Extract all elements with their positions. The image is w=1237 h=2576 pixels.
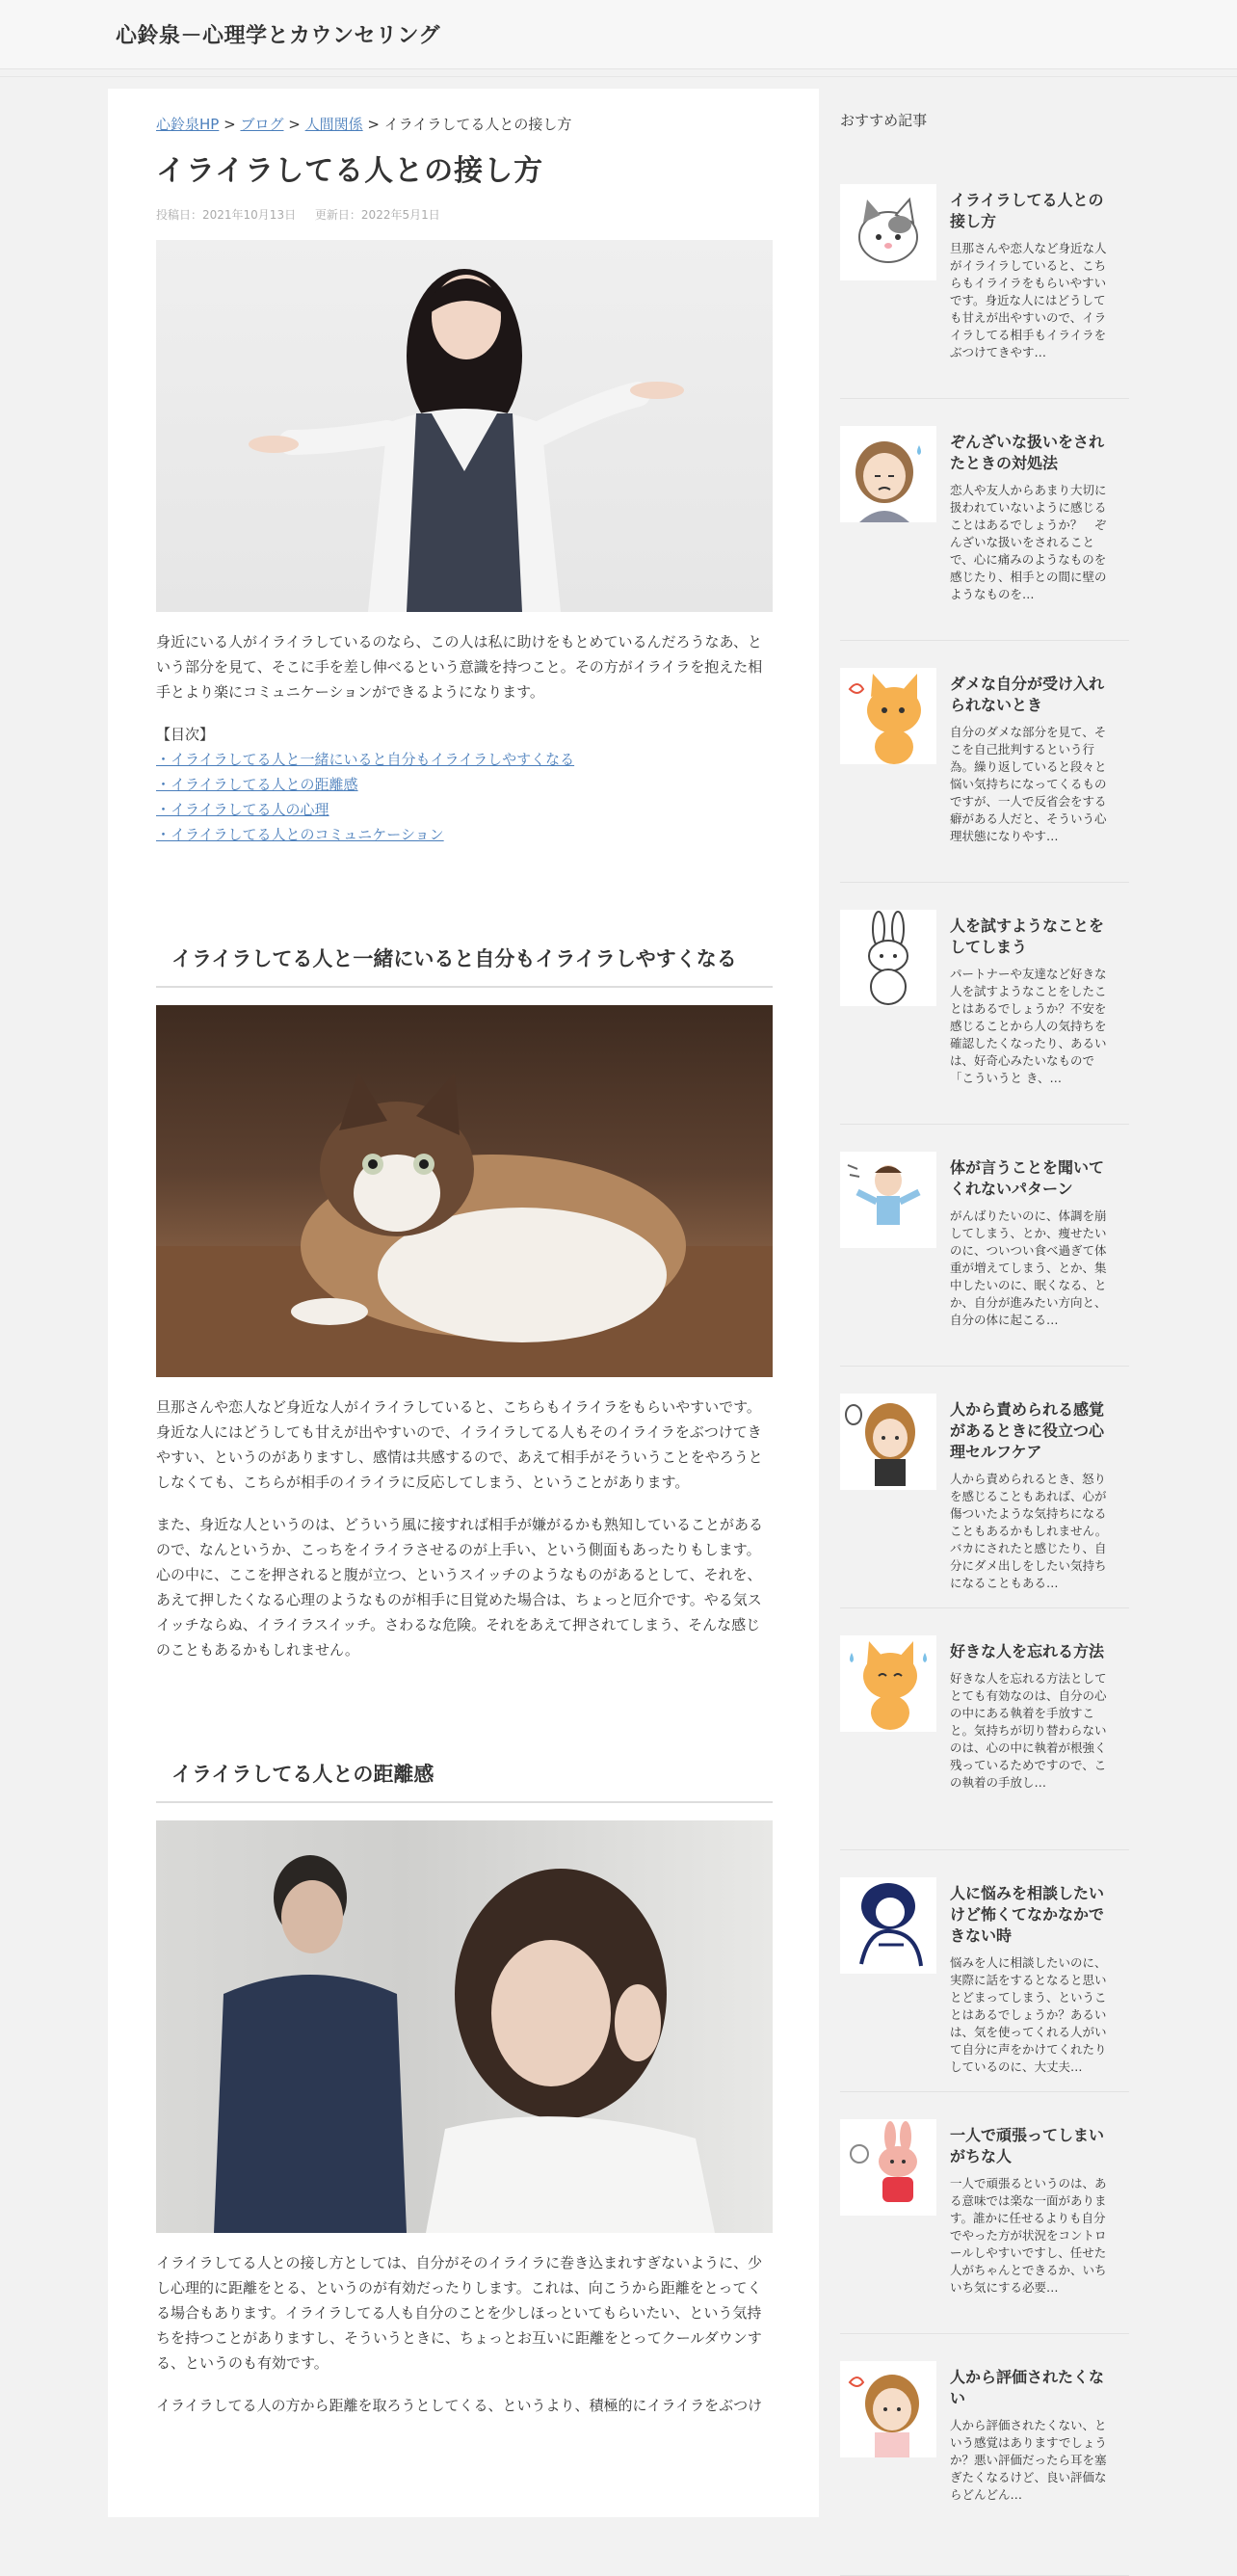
section-photo-couple: [156, 1820, 773, 2233]
breadcrumb-separator: >: [367, 116, 380, 133]
recommended-article[interactable]: [840, 1125, 1129, 1367]
recommended-title[interactable]: 好きな人を忘れる方法: [950, 1642, 1105, 1660]
table-of-contents: [156, 722, 771, 847]
recommended-article[interactable]: [840, 1608, 1129, 1850]
breadcrumb-home-link[interactable]: 心鈴泉HP: [156, 116, 220, 133]
hero-photo-woman-shrugging: [156, 240, 773, 612]
toc-label: 【目次】: [156, 726, 215, 743]
recommended-title[interactable]: イライラしてる人との接し方: [950, 191, 1104, 230]
recommended-article[interactable]: [840, 399, 1129, 641]
recommended-article[interactable]: [840, 2334, 1129, 2576]
toc-link-2[interactable]: ・イライラしてる人との距離感: [156, 776, 358, 793]
page-title: イライラしてる人との接し方: [156, 154, 544, 188]
recommended-excerpt: 好きな人を忘れる方法としてとても有効なのは、自分の心の中にある執着を手放すこと。気持ちが切り替わらないのは、心の中に執着が根強く残っているためですので、この執着の手放し…: [950, 1671, 1107, 1790]
recommended-title[interactable]: 人に悩みを相談したいけど怖くてなかなかできない時: [950, 1884, 1105, 1945]
section1-paragraph-2: また、身近な人というのは、どういう風に接すれば相手が嫌がるかも熟知していることがあるので、なんというか、こっちをイライラさせるのが上手い、という側面もあったりもします。心の中に、ここを押されると腹が立つ、というスイッチのようなものがあるとして、それを、あえて押したくなる心理のようなものが相手に目覚めた場合は、ちょっと厄介です。やる気スイッチならぬ、イライラスイッチ。さわるな危険。それをあえて押されてしまう、そんな感じのこともあるかもしれません。: [156, 1516, 764, 1659]
breadcrumb-current: イライラしてる人との接し方: [383, 116, 572, 133]
recommended-article[interactable]: [840, 2092, 1129, 2334]
recommended-article[interactable]: [840, 883, 1129, 1125]
troubled-girl-illustration-icon: [840, 1394, 936, 1490]
breadcrumb-separator: >: [288, 116, 301, 133]
recommended-excerpt: 恋人や友人からあまり大切に扱われていないように感じることはあるでしょうか？ ぞんざいな扱いをされることで、心に痛みのようなものを感じたり、相手との間に壁のようなものを…: [950, 483, 1107, 601]
orange-cat-illustration-icon: [840, 668, 936, 764]
recommended-article[interactable]: [840, 641, 1129, 883]
pink-rabbit-illustration-icon: [840, 2119, 936, 2216]
toc-link-3[interactable]: ・イライラしてる人の心理: [156, 801, 329, 818]
crying-cat-illustration-icon: [840, 1635, 936, 1732]
sidebar-recommended: [840, 89, 1129, 2576]
header-divider: [0, 69, 1237, 77]
breadcrumb-category-link[interactable]: 人間関係: [304, 116, 363, 133]
recommended-article[interactable]: [840, 1850, 1129, 2092]
recommended-article[interactable]: [840, 1367, 1129, 1608]
posted-date: 投稿日：2021年10月13日: [156, 208, 297, 222]
breadcrumb-blog-link[interactable]: ブログ: [240, 116, 284, 133]
recommended-excerpt: 人から責められるとき、怒りを感じることもあれば、心が傷ついたような気持ちになることもあるかもしれません。バカにされたと感じたり、自分にダメ出しをしたい気持ちになることもある…: [950, 1472, 1108, 1590]
section-heading-1: イライラしてる人と一緒にいると自分もイライラしやすくなる: [156, 943, 773, 988]
section-photo-cat: [156, 1005, 773, 1377]
sad-woman-illustration-icon: [840, 426, 936, 522]
section2-paragraph-1: イライラしてる人との接し方としては、自分がそのイライラに巻き込まれすぎないように、少し心理的に距離をとる、というのが有効だったりします。これは、向こうから距離をとってくる場合もあります。イライラしてる人も自分のことを少しほっといてもらいたい、という気持ちを持つことがありますし、そういうときに、ちょっとお互いに距離をとってクールダウンする、というのも有効です。: [156, 2254, 763, 2372]
recommended-title[interactable]: 人を試すようなことをしてしまう: [950, 916, 1105, 956]
recommended-title[interactable]: 体が言うことを聞いてくれないパターン: [950, 1158, 1105, 1198]
recommended-title[interactable]: 人から責められる感覚があるときに役立つ心理セルフケア: [950, 1400, 1105, 1461]
cat-illustration-icon: [840, 184, 936, 280]
updated-date: 更新日：2022年5月1日: [314, 208, 440, 222]
section-heading-2: イライラしてる人との距離感: [156, 1759, 773, 1803]
toc-link-1[interactable]: ・イライラしてる人と一緒にいると自分もイライラしやすくなる: [156, 751, 575, 768]
toc-link-4[interactable]: ・イライラしてる人とのコミュニケーション: [156, 826, 444, 843]
section2-paragraph-2: イライラしてる人の方から距離を取ろうとしてくる、というより、積極的にイライラをぶつけ: [156, 2397, 763, 2414]
recommended-title[interactable]: 人から評価されたくない: [950, 2368, 1105, 2407]
worried-girl-illustration-icon: [840, 2361, 936, 2457]
recommended-title[interactable]: 一人で頑張ってしまいがちな人: [950, 2126, 1105, 2165]
tired-man-illustration-icon: [840, 1152, 936, 1248]
recommended-excerpt: 悩みを人に相談したいのに、実際に話をするとなると思いとどまってしまう、ということはあるでしょうか？あるいは、気を使ってくれる人がいて自分に声をかけてくれたりしているのに、大丈夫…: [950, 1955, 1107, 2074]
sitting-girl-illustration-icon: [840, 1877, 936, 1974]
section1-paragraph-1: 旦那さんや恋人など身近な人がイライラしていると、こちらもイライラをもらいやすいです。身近な人にはどうしても甘えが出やすいので、イライラしてる人もそのイライラをぶつけてきやすい、というのがありますし、感情は共感するので、あえて相手がそういうことをやろうとしなくても、こちらが相手のイライラに反応してしまう、ということがあります。: [156, 1398, 763, 1491]
main-article: [108, 89, 819, 2517]
recommended-excerpt: パートナーや友達など好きな人を試すようなことをしたことはあるでしょうか？不安を感じることから人の気持ちを確認したくなったり、あるいは、好奇心みたいなもので「こういうと き、…: [950, 967, 1107, 1085]
recommended-title[interactable]: ぞんざいな扱いをされたときの対処法: [950, 433, 1105, 472]
recommended-excerpt: 人から評価されたくない、という感覚はありますでしょうか？悪い評価だったら耳を塞ぎたくなるけど、良い評価ならどんどん…: [950, 2418, 1107, 2502]
breadcrumb: [156, 114, 771, 135]
site-title[interactable]: 心鈴泉－心理学とカウンセリング: [116, 24, 441, 48]
breadcrumb-separator: >: [224, 116, 236, 133]
site-header: [0, 0, 1237, 69]
sidebar-title: おすすめ記事: [840, 112, 928, 129]
rabbit-illustration-icon: [840, 910, 936, 1006]
recommended-excerpt: 自分のダメな部分を見て、そこを自己批判するという行為。繰り返していると段々と悩い気持ちになってくるものですが、一人で反省会をする癖がある人だと、そういう心理状態になりやす…: [950, 725, 1107, 843]
intro-paragraph: 身近にいる人がイライラしているのなら、この人は私に助けをもとめているんだろうなあ、という部分を見て、そこに手を差し伸べるという意識を持つこと。その方がイライラを抱えた相手とより楽にコミュニケーションができるようになります。: [156, 633, 763, 701]
post-dates: [156, 206, 771, 223]
recommended-excerpt: がんばりたいのに、体調を崩してしまう、とか、痩せたいのに、ついつい食べ過ぎて体重が増えてしまう、とか、集中したいのに、眠くなる、とか、自分が進みたい方向と、自分の体に起こる…: [950, 1208, 1107, 1327]
recommended-title[interactable]: ダメな自分が受け入れられないとき: [950, 675, 1105, 714]
recommended-excerpt: 旦那さんや恋人など身近な人がイライラしていると、こちらもイライラをもらいやすいです。身近な人にはどうしても甘えが出やすいので、イライラしてる相手もイライラをぶつけてきやす…: [950, 241, 1107, 359]
recommended-excerpt: 一人で頑張るというのは、ある意味では楽な一面があります。誰かに任せるよりも自分でやった方が状況をコントロールしやすいですし、任せた人がちゃんとできるか、いちいち気にする必要…: [950, 2176, 1107, 2295]
recommended-article[interactable]: [840, 157, 1129, 399]
